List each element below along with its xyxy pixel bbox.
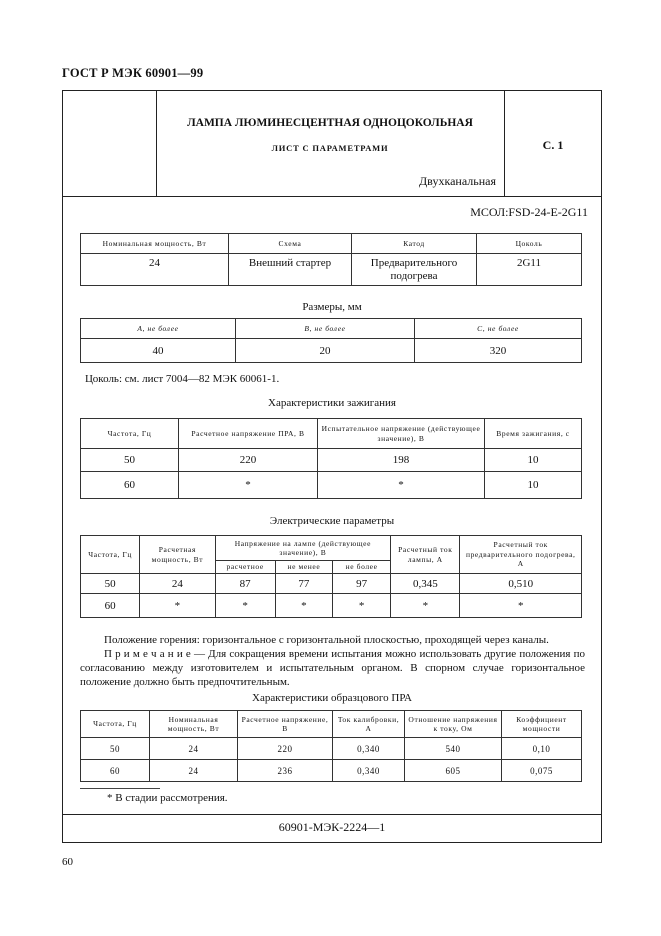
cell-ign-60-test: * xyxy=(318,472,485,499)
header-divider xyxy=(62,196,602,197)
electrical-table xyxy=(80,535,582,618)
cell-el-50-1: 24 xyxy=(140,574,215,594)
cell-el-50-2: 87 xyxy=(215,574,275,594)
burning-position: Положение горения: горизонтальное с горизонтальной плоскостью, проходящей через каналы. xyxy=(104,634,549,646)
cell-ign-60-voltage: * xyxy=(179,472,318,499)
cell-ign-50-time: 10 xyxy=(485,449,582,472)
footnote-rule xyxy=(80,788,160,789)
header-el-v-calc: расчетное xyxy=(215,561,275,574)
cell-rb-60-3: 0,340 xyxy=(333,760,405,782)
cell-el-60-4: * xyxy=(332,594,390,618)
main-parameters-table xyxy=(80,233,582,286)
header-el-voltage: Напряжение на лампе (действующее значение), В xyxy=(215,536,391,561)
cell-el-50-0: 50 xyxy=(81,574,140,594)
cell-ign-60-freq: 60 xyxy=(81,472,179,499)
ignition-table xyxy=(80,418,582,499)
header-el-power: Расчетная мощность, Вт xyxy=(140,536,215,574)
cell-el-60-3: * xyxy=(275,594,332,618)
cell-dim-c: 320 xyxy=(415,339,582,363)
header-dim-a: A, не более xyxy=(81,319,236,339)
cell-power: 24 xyxy=(81,254,229,286)
header-rb-voltage: Расчетное напряжение, В xyxy=(238,711,333,738)
header-dim-c: C, не более xyxy=(415,319,582,339)
cell-el-60-5: * xyxy=(391,594,460,618)
cell-rb-50-1: 24 xyxy=(150,738,238,760)
sheet-number: С. 1 xyxy=(542,138,564,152)
cell-ign-50-test: 198 xyxy=(318,449,485,472)
header-base: Цоколь xyxy=(477,234,582,254)
cell-el-60-1: * xyxy=(140,594,215,618)
header-power: Номинальная мощность, Вт xyxy=(81,234,229,254)
header-dim-b: B, не более xyxy=(236,319,415,339)
header-ign-test-voltage: Испытательное напряжение (действующее значение), В xyxy=(318,419,485,449)
note-paragraph xyxy=(80,647,585,689)
document-number: 60901-МЭК-2224—1 xyxy=(278,820,386,834)
dimensions-caption: Размеры, мм xyxy=(302,301,362,313)
dimensions-table xyxy=(80,318,582,363)
cell-dim-b: 20 xyxy=(236,339,415,363)
sheet-subtitle: ЛИСТ С ПАРАМЕТРАМИ xyxy=(271,143,389,153)
header-ign-time: Время зажигания, с xyxy=(485,419,582,449)
ballast-caption: Характеристики образцового ПРА xyxy=(252,692,412,704)
cell-dim-a: 40 xyxy=(81,339,236,363)
cell-rb-60-0: 60 xyxy=(81,760,150,782)
cell-el-60-6: * xyxy=(460,594,582,618)
footnote: * В стадии рассмотрения. xyxy=(107,792,228,804)
cell-ign-50-voltage: 220 xyxy=(179,449,318,472)
cell-rb-60-1: 24 xyxy=(150,760,238,782)
cell-el-60-0: 60 xyxy=(81,594,140,618)
cell-rb-60-4: 605 xyxy=(405,760,502,782)
header-left-divider xyxy=(156,90,157,197)
header-el-preheat: Расчетный ток предварительного подогрева, А xyxy=(460,536,582,574)
sheet-title: ЛАМПА ЛЮМИНЕСЦЕНТНАЯ ОДНОЦОКОЛЬНАЯ xyxy=(187,117,473,129)
cell-el-50-4: 97 xyxy=(332,574,390,594)
note-label: П р и м е ч а н и е xyxy=(104,648,191,660)
header-scheme: Схема xyxy=(229,234,352,254)
header-ign-freq: Частота, Гц xyxy=(81,419,179,449)
header-rb-freq: Частота, Гц xyxy=(81,711,150,738)
cell-scheme: Внешний стартер xyxy=(229,254,352,286)
footer-divider xyxy=(62,814,602,815)
cell-ign-60-time: 10 xyxy=(485,472,582,499)
cell-el-50-5: 0,345 xyxy=(391,574,460,594)
header-rb-power: Номинальная мощность, Вт xyxy=(150,711,238,738)
header-rb-ratio: Отношение напряжения к току, Ом xyxy=(405,711,502,738)
cell-cathode: Предварительного подогрева xyxy=(352,254,477,286)
cell-base: 2G11 xyxy=(477,254,582,286)
standard-title: ГОСТ Р МЭК 60901—99 xyxy=(62,66,204,80)
ignition-caption: Характеристики зажигания xyxy=(268,397,396,409)
ballast-table xyxy=(80,710,582,782)
cell-rb-60-5: 0,075 xyxy=(502,760,582,782)
electrical-caption: Электрические параметры xyxy=(269,515,395,527)
cell-el-50-6: 0,510 xyxy=(460,574,582,594)
header-ign-voltage: Расчетное напряжение ПРА, В xyxy=(179,419,318,449)
cell-rb-50-5: 0,10 xyxy=(502,738,582,760)
cell-rb-50-2: 220 xyxy=(238,738,333,760)
lamp-variant: Двухканальная xyxy=(419,174,496,188)
cell-ign-50-freq: 50 xyxy=(81,449,179,472)
header-el-freq: Частота, Гц xyxy=(81,536,140,574)
cell-rb-50-3: 0,340 xyxy=(333,738,405,760)
header-rb-current: Ток калибровки, А xyxy=(333,711,405,738)
cell-rb-50-0: 50 xyxy=(81,738,150,760)
lamp-code: МСОЛ:FSD-24-E-2G11 xyxy=(470,205,588,219)
cell-el-50-3: 77 xyxy=(275,574,332,594)
header-el-v-max: не более xyxy=(332,561,390,574)
cell-rb-60-2: 236 xyxy=(238,760,333,782)
page-number: 60 xyxy=(62,856,73,868)
header-el-current: Расчетный ток лампы, А xyxy=(391,536,460,574)
header-rb-pf: Коэффициент мощности xyxy=(502,711,582,738)
cell-rb-50-4: 540 xyxy=(405,738,502,760)
note-text: — Для сокращения времени испытания можно использовать другие положения по согласованию между изготовителем и испытательным органом. В спорном случае горизонтальное положение должно быть предпочтительным. xyxy=(80,648,586,688)
cell-el-60-2: * xyxy=(215,594,275,618)
base-note: Цоколь: см. лист 7004—82 МЭК 60061-1. xyxy=(85,373,280,385)
header-cathode: Катод xyxy=(352,234,477,254)
header-el-v-min: не менее xyxy=(275,561,332,574)
